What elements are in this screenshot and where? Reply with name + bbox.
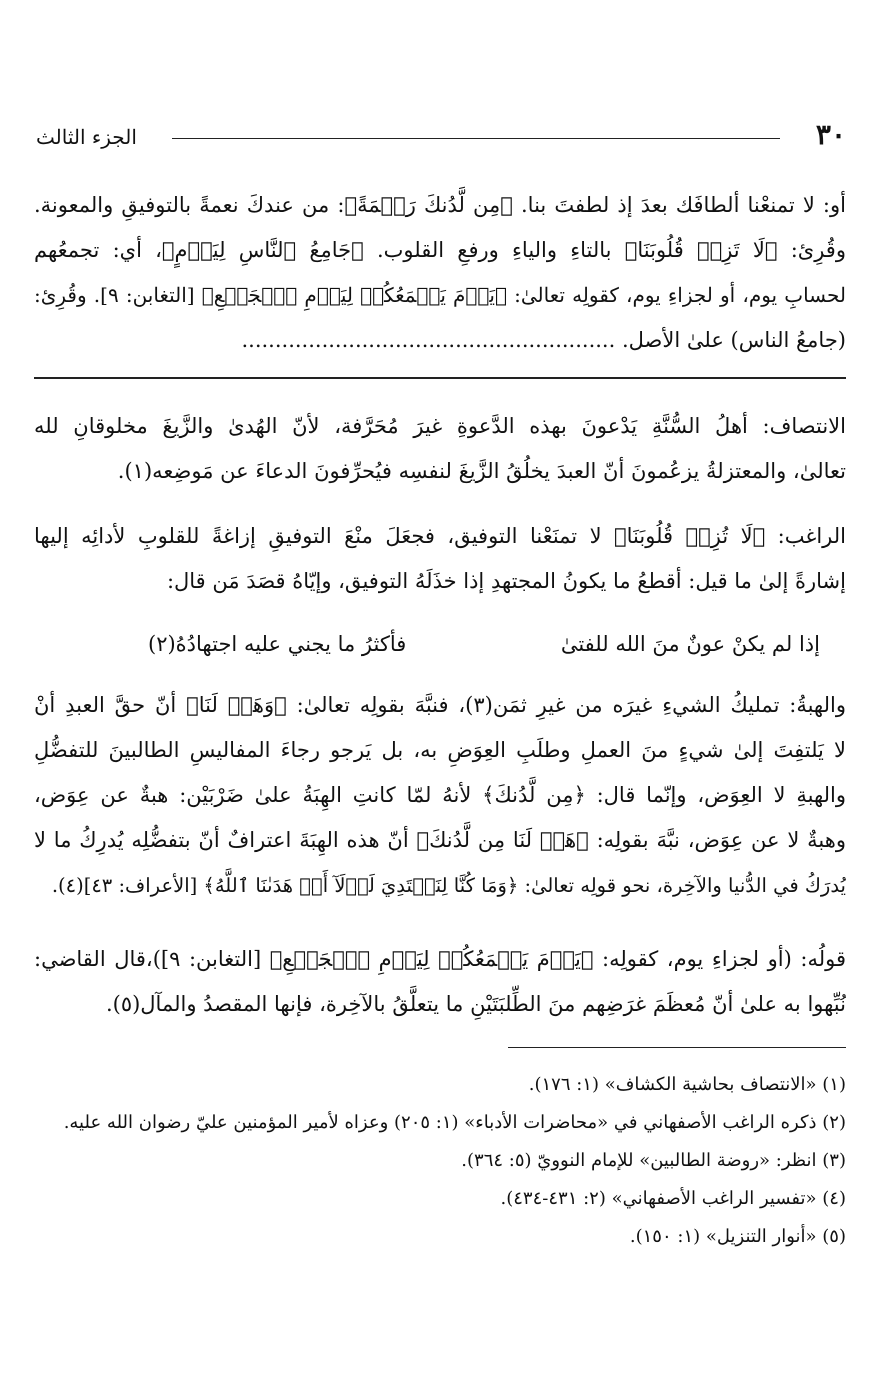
text-line: تعالىٰ، والمعتزلةُ يزعُمونَ أنّ العبدَ يخلُقُ الزَّيغَ لنفسِه فيُحرِّفونَ الدعاءَ عن مَوضِعه(١). (117, 459, 846, 483)
text-line: الانتصاف: أهلُ السُّنَّةِ يَدْعونَ بهذه الدَّعوةِ غيرَ مُحَرَّفة، لأنّ الهُدىٰ والزَّيغَ مخلوقانِ لله (34, 414, 846, 438)
text-line: لحسابِ يوم، أو لجزاءِ يوم، كقولِه تعالىٰ: ﴿يَوۡمَ يَجۡمَعُكُمۡ لِيَوۡمِ ٱلۡجَمۡعِ﴾ [التغابن: ٩]. وقُرِئ: (34, 283, 846, 307)
text-line: الراغب: ﴿لَا تُزِغۡ قُلُوبَنَا﴾ لا تمنَعْنا التوفيق، فجعَلَ منْعَ التوفيقِ إزاغةً للقلوبِ لأدائِه إليها (34, 524, 846, 548)
text-line: نُبِّهوا به علىٰ أنّ مُعظَمَ غرَضِهم منَ الطِّلبَتَيْنِ ما يتعلَّقُ بالآخِرة، فإنها المقصدُ والمآل(٥). (105, 992, 846, 1016)
top-paragraph (34, 183, 846, 363)
text-line: أو: لا تمنعْنا ألطافَك بعدَ إذ لطفتَ بنا. ﴿مِن لَّدُنكَ رَحۡمَةً﴾: من عندكَ نعمةً بالتوفيقِ والمعونة. (34, 193, 846, 217)
text-line: والهبةِ لا العِوَض، وإنّما قال: ﴿مِن لَّدُنكَ﴾ لأنهُ لمّا كانتِ الهِبَةُ علىٰ ضَرْبَيْن: هبةٌ عن عِوَض، (34, 783, 846, 807)
footnote: (٥) «أنوار التنزيل» (١: ١٥٠). (629, 1226, 846, 1247)
qadi-paragraph (34, 937, 846, 1027)
raghib-paragraph (34, 514, 846, 604)
text-line: لا يَلتفِتَ إلىٰ شيءٍ منَ العملِ وطلَبِ العِوَضِ به، بل يَرجو رجاءَ المفاليسِ الطالبينَ للتفضُّلِ (34, 738, 846, 762)
text-line: وقُرِئ: ﴿لَا تَزِغۡ قُلُوبَنَا﴾ بالتاءِ والياءِ ورفعِ القلوب. ﴿جَامِعُ ٱلنَّاسِ لِيَوۡمٍ﴾، أي: تجمعُهم (34, 238, 846, 262)
intisaf-paragraph (34, 404, 846, 494)
footnote-divider (508, 1047, 846, 1048)
text-line: (جامعُ الناس) علىٰ الأصل. ........................................................ (241, 328, 846, 352)
text-line: إشارةً إلىٰ ما قيل: أقطعُ ما يكونُ المجتهدِ إذا خذَلَهُ التوفيق، وإيّاهُ قصَدَ مَن قال: (166, 569, 846, 593)
footnote: (٢) ذكره الراغب الأصفهاني في «محاضرات الأدباء» (١: ٢٠٥) وعزاه لأمير المؤمنين عليّ رضوان الله عليه. (63, 1112, 846, 1133)
hiba-paragraph (34, 683, 846, 908)
text-line: وهبةٌ لا عن عِوَض، نبَّهَ بقولِه: ﴿هَبۡ لَنَا مِن لَّدُنكَ﴾ أنّ هذه الهِبَةَ اعترافٌ أنّ بتفضُّلِه يُدرِكُ ما لا (34, 828, 846, 852)
text-line: يُدرَكُ في الدُّنيا والآخِرة، نحو قولِه تعالىٰ: ﴿وَمَا كُنَّا لِنَهۡتَدِيَ لَوۡلَآ أَنۡ هَدَىٰنَا ٱللَّهُ﴾ [الأعراف: ٤٣](٤). (51, 874, 846, 897)
text-line: قولُه: (أو لجزاءِ يوم، كقولِه: ﴿يَوۡمَ يَجۡمَعُكُمۡ لِيَوۡمِ ٱلۡجَمۡعِ﴾ [التغابن: ٩])،قال القاضي: (34, 947, 846, 971)
first-hemistich: إذا لم يكنْ عونٌ منَ الله للفتىٰ (560, 632, 820, 656)
page-number: ٣٠ (815, 118, 846, 151)
second-hemistich: فأكثرُ ما يجني عليه اجتهادُهُ(٢) (148, 632, 407, 656)
header-rule (172, 138, 780, 139)
footnote: (١) «الانتصاف بحاشية الكشاف» (١: ١٧٦). (528, 1074, 846, 1095)
footnote: (٣) انظر: «روضة الطالبين» للإمام النوويّ (٥: ٣٦٤). (461, 1150, 846, 1171)
part-title: الجزء الثالث (36, 125, 137, 149)
poetry-verse (40, 620, 840, 668)
page-header (36, 118, 846, 158)
text-line: والهبةُ: تمليكُ الشيءِ غيرَه من غيرِ ثمَن(٣)، فنبَّهَ بقولِه تعالىٰ: ﴿وَهَبۡ لَنَا﴾ أنّ حقَّ العبدِ أنْ (34, 693, 846, 717)
footnote: (٤) «تفسير الراغب الأصفهاني» (٢: ٤٣١-٤٣٤). (500, 1188, 846, 1209)
section-divider (34, 377, 846, 379)
footnotes (34, 1066, 846, 1256)
